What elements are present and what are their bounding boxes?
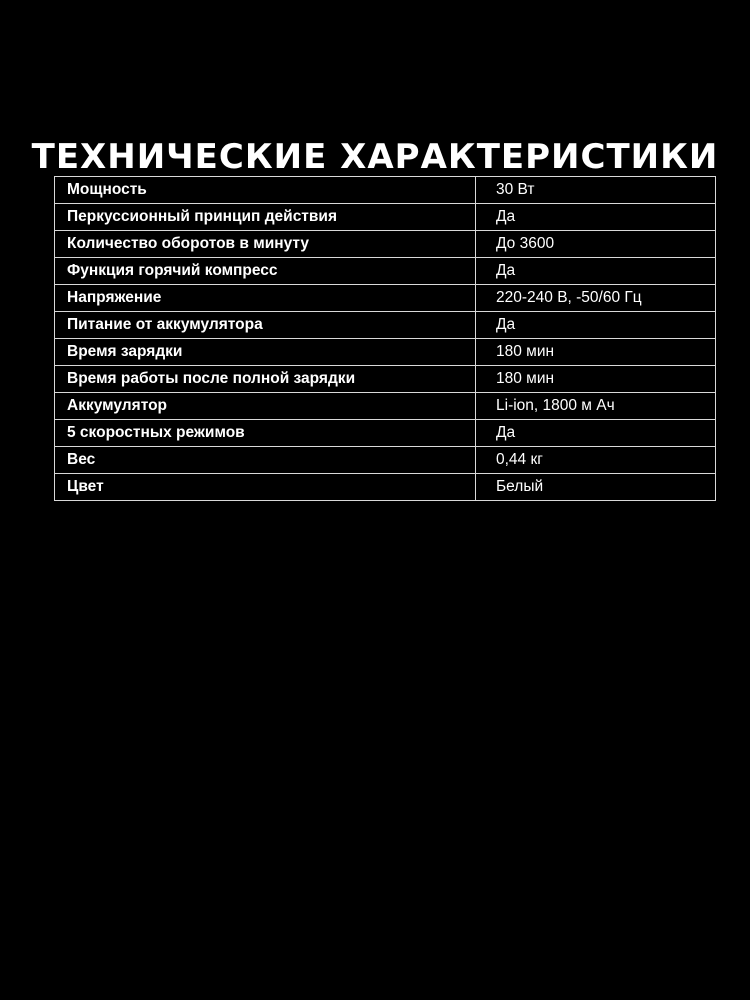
spec-value: 180 мин xyxy=(476,366,716,393)
spec-param: Перкуссионный принцип действия xyxy=(55,204,476,231)
spec-param: Время зарядки xyxy=(55,339,476,366)
spec-value: Да xyxy=(476,420,716,447)
table-row xyxy=(55,231,716,258)
spec-param: Вес xyxy=(55,447,476,474)
spec-param: Аккумулятор xyxy=(55,393,476,420)
spec-table xyxy=(54,176,716,501)
spec-param: Напряжение xyxy=(55,285,476,312)
spec-param: Количество оборотов в минуту xyxy=(55,231,476,258)
spec-value: Li-ion, 1800 м Ач xyxy=(476,393,716,420)
table-row xyxy=(55,339,716,366)
spec-param: Мощность xyxy=(55,177,476,204)
table-row xyxy=(55,474,716,501)
spec-param: Функция горячий компресс xyxy=(55,258,476,285)
spec-value: 30 Вт xyxy=(476,177,716,204)
table-row xyxy=(55,420,716,447)
table-row xyxy=(55,204,716,231)
spec-value: Да xyxy=(476,312,716,339)
table-row xyxy=(55,177,716,204)
spec-param: Питание от аккумулятора xyxy=(55,312,476,339)
page-title: ТЕХНИЧЕСКИЕ ХАРАКТЕРИСТИКИ xyxy=(31,136,719,177)
spec-value: Белый xyxy=(476,474,716,501)
table-row xyxy=(55,393,716,420)
spec-value: Да xyxy=(476,258,716,285)
spec-param: Время работы после полной зарядки xyxy=(55,366,476,393)
spec-value: 220-240 В, -50/60 Гц xyxy=(476,285,716,312)
table-row xyxy=(55,366,716,393)
table-row xyxy=(55,447,716,474)
table-row xyxy=(55,312,716,339)
table-row xyxy=(55,285,716,312)
spec-param: 5 скоростных режимов xyxy=(55,420,476,447)
spec-value: 180 мин xyxy=(476,339,716,366)
spec-value: 0,44 кг xyxy=(476,447,716,474)
spec-value: Да xyxy=(476,204,716,231)
spec-param: Цвет xyxy=(55,474,476,501)
table-row xyxy=(55,258,716,285)
spec-value: До 3600 xyxy=(476,231,716,258)
